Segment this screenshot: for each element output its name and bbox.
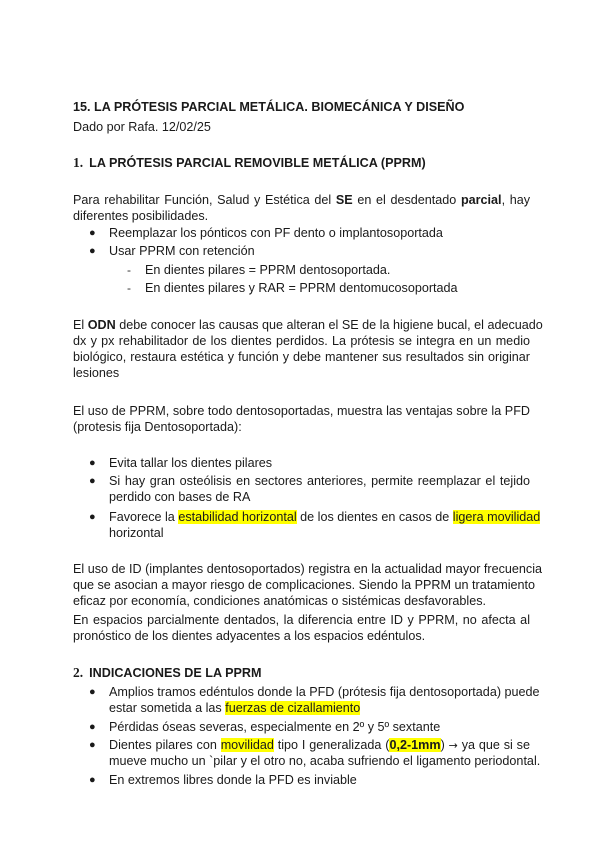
list-item-cont: perdido con bases de RA bbox=[109, 490, 251, 504]
highlight-mm: 0,2-1mm bbox=[389, 738, 441, 752]
list-item bbox=[109, 737, 530, 754]
para2-line1 bbox=[73, 317, 543, 333]
para4-line1: El uso de ID (implantes dentosoportados) registra en la actualidad mayor frecuencia bbox=[73, 562, 543, 576]
para2-text-rest: debe conocer las causas que alteran el SE de la higiene bucal, el adecuado bbox=[119, 318, 543, 332]
para1-text-end: , hay bbox=[501, 193, 531, 207]
highlight-movilidad: movilidad bbox=[220, 738, 274, 752]
para1-bold-parcial: parcial bbox=[460, 193, 502, 207]
list-item: Amplios tramos edéntulos donde la PFD (prótesis fija dentosoportada) puede bbox=[109, 685, 540, 699]
list-item-text-end: ya que si se bbox=[461, 738, 530, 752]
para3-line1: El uso de PPRM, sobre todo dentosoportadas, muestra las ventajas sobre la PFD bbox=[73, 404, 530, 418]
para5-line1: En espacios parcialmente dentados, la diferencia entre ID y PPRM, no afecta al bbox=[73, 613, 530, 627]
list-item-cont bbox=[109, 700, 566, 716]
dash-icon: - bbox=[127, 281, 131, 295]
bullet-icon: ● bbox=[89, 457, 96, 469]
para1-line1 bbox=[73, 192, 530, 208]
list-item-text-mid: tipo I generalizada ( bbox=[277, 738, 390, 752]
section1-heading-text: LA PRÓTESIS PARCIAL REMOVIBLE METÁLICA (PPRM) bbox=[89, 156, 426, 170]
para2-line2: dx y px rehabilitador de los dientes perdidos. La prótesis se integra en un medio bbox=[73, 334, 530, 348]
dash-icon: - bbox=[127, 263, 131, 277]
arrow-right-icon: → bbox=[448, 739, 458, 752]
list-item-cont: horizontal bbox=[109, 526, 164, 540]
para5-line2: pronóstico de los dientes adyacentes a los espacios edéntulos. bbox=[73, 629, 426, 643]
paren-close: ) bbox=[440, 738, 445, 752]
list-item: En extremos libres donde la PFD es inviable bbox=[109, 773, 357, 787]
section2-heading bbox=[73, 665, 530, 681]
bullet-icon: ● bbox=[89, 245, 96, 257]
para2-line4: lesiones bbox=[73, 366, 120, 380]
bullet-icon: ● bbox=[89, 686, 96, 698]
para2-line3: biológico, restaura estética y función y debe mantener sus resultados sin originar bbox=[73, 350, 530, 364]
list-item: Pérdidas óseas severas, especialmente en 2º y 5º sextante bbox=[109, 720, 441, 734]
section1-number: 1. bbox=[73, 155, 84, 170]
list-item-text-mid: de los dientes en casos de bbox=[300, 510, 450, 524]
bullet-icon: ● bbox=[89, 227, 96, 239]
section2-number: 2. bbox=[73, 665, 84, 680]
bullet-icon: ● bbox=[89, 721, 96, 733]
para1-bold-se: SE bbox=[335, 193, 353, 207]
bullet-icon: ● bbox=[89, 511, 96, 523]
highlight-estabilidad: estabilidad horizontal bbox=[178, 510, 297, 524]
para4-line2: que se asocian a mayor riesgo de complicaciones. Siendo la PPRM un tratamiento bbox=[73, 578, 536, 592]
list-item: Si hay gran osteólisis en sectores anteriores, permite reemplazar el tejido bbox=[109, 474, 530, 488]
list-item: Reemplazar los pónticos con PF dento o implantosoportada bbox=[109, 226, 443, 240]
para3-line2: (protesis fija Dentosoportada): bbox=[73, 420, 242, 434]
sub-list-item: En dientes pilares y RAR = PPRM dentomucosoportada bbox=[145, 281, 458, 295]
highlight-fuerzas: fuerzas de cizallamiento bbox=[225, 701, 361, 715]
para2-bold-odn: ODN bbox=[87, 318, 116, 332]
para1-text: Para rehabilitar Función, Salud y Estética del bbox=[73, 193, 332, 207]
bullet-icon: ● bbox=[89, 774, 96, 786]
author-date: Dado por Rafa. 12/02/25 bbox=[73, 120, 211, 134]
bullet-icon: ● bbox=[89, 475, 96, 487]
list-item bbox=[109, 509, 541, 525]
document-title: 15. LA PRÓTESIS PARCIAL METÁLICA. BIOMECÁNICA Y DISEÑO bbox=[73, 100, 465, 114]
list-item-text: Dientes pilares con bbox=[109, 738, 217, 752]
list-item: Usar PPRM con retención bbox=[109, 244, 255, 258]
section2-heading-text: INDICACIONES DE LA PPRM bbox=[89, 666, 262, 680]
list-item-text: Favorece la bbox=[109, 510, 175, 524]
para1-text-mid: en el desdentado bbox=[357, 193, 457, 207]
list-item-text: estar sometida a las bbox=[109, 701, 222, 715]
list-item: Evita tallar los dientes pilares bbox=[109, 456, 273, 470]
bullet-icon: ● bbox=[89, 739, 96, 751]
para4-line3: eficaz por economía, condiciones anatómicas o sistémicas desfavorables. bbox=[73, 594, 487, 608]
sub-list-item: En dientes pilares = PPRM dentosoportada. bbox=[145, 263, 391, 277]
section1-heading bbox=[73, 155, 530, 171]
list-item-cont: mueve mucho un `pilar y el otro no, acaba sufriendo el ligamento periodontal. bbox=[109, 754, 541, 768]
para1-line2: diferentes posibilidades. bbox=[73, 209, 209, 223]
para2-text: El bbox=[73, 318, 85, 332]
highlight-ligera-movilidad: ligera movilidad bbox=[452, 510, 541, 524]
